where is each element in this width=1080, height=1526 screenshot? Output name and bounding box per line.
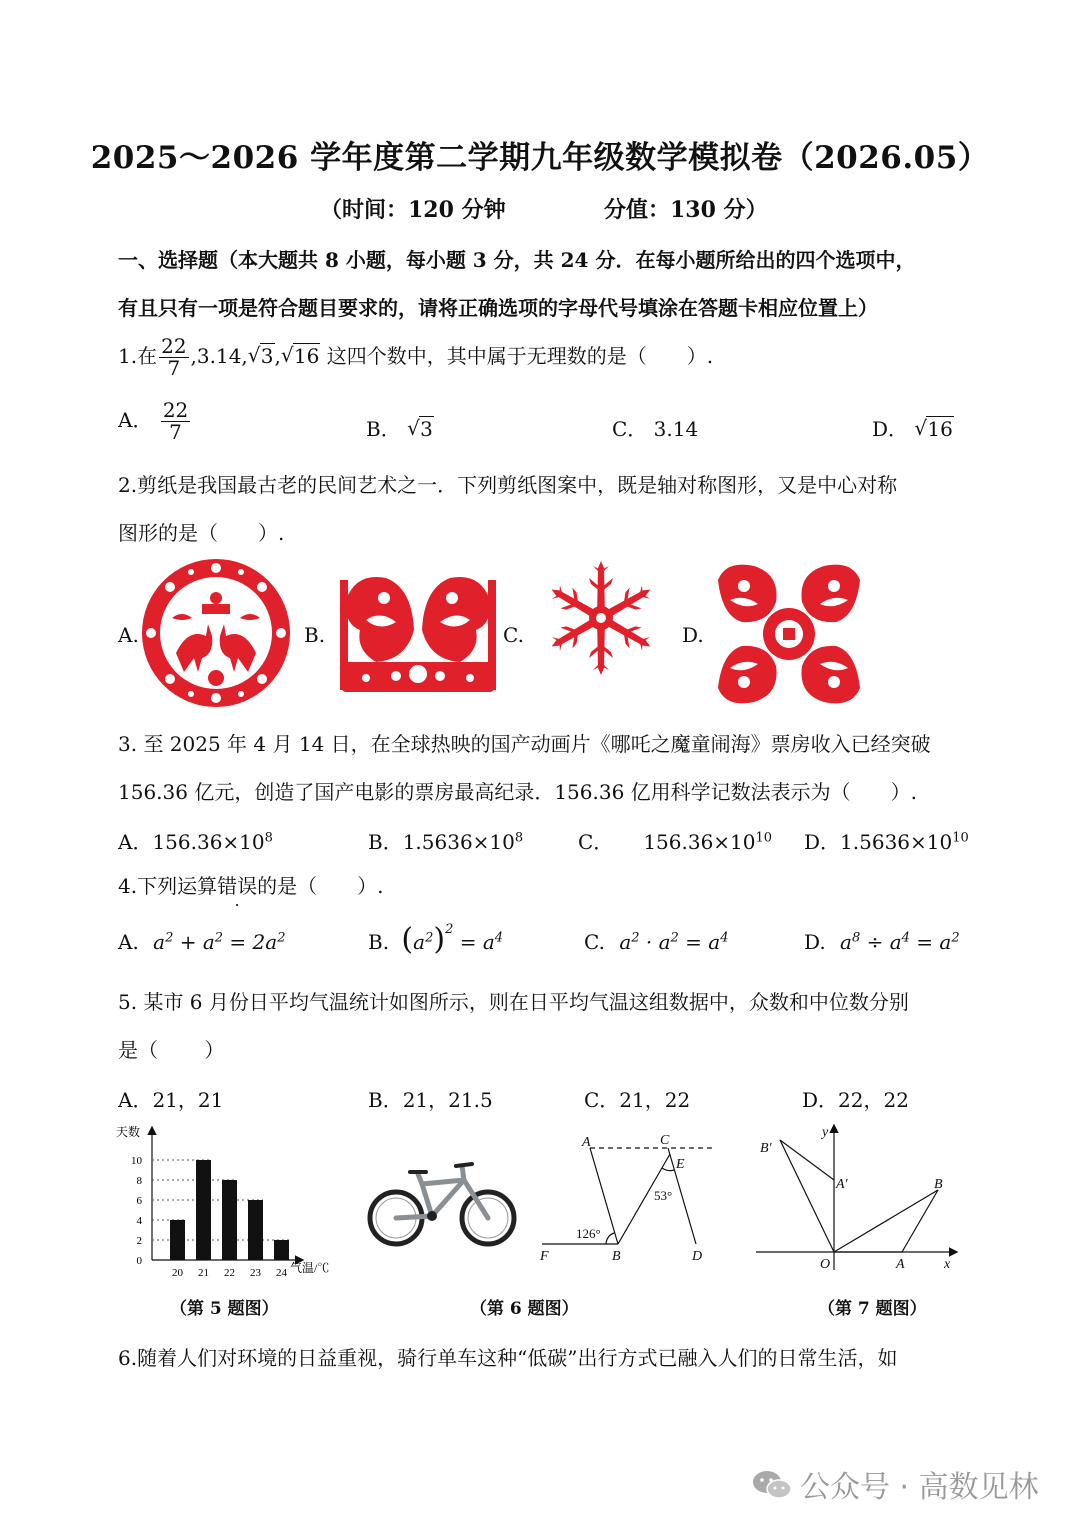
segment-ob-prime <box>780 1140 834 1252</box>
question-2-line2: 图形的是（ ）. <box>118 521 285 545</box>
q3-c-label: C． <box>578 830 614 854</box>
chart-x-label: 气温/℃ <box>290 1261 330 1275</box>
q1-d-label: D． <box>872 417 909 441</box>
caption-fig6: （第 6 题图） <box>470 1299 579 1319</box>
q3-a-exp: 8 <box>264 830 273 846</box>
papercut-snowflake <box>536 560 666 676</box>
q1-r1: 3 <box>260 344 274 368</box>
question-5-line1: 5. 某市 6 月份日平均气温统计如图所示，则在日平均气温这组数据中，众数和中位数分别 <box>118 990 909 1014</box>
figure-7-coordinate <box>752 1120 964 1276</box>
q3-b-base: B．1.5636×10 <box>368 830 515 854</box>
q4-option-a <box>118 930 285 954</box>
q3-option-a <box>118 826 273 855</box>
x-tick-label: 22 <box>224 1267 235 1279</box>
label-b-prime: B′ <box>760 1141 772 1156</box>
label-c: C <box>660 1133 670 1148</box>
q4-c-label: C. <box>584 930 605 954</box>
q4-d-expr: $a^8 \div a^4 = a^2$ <box>840 930 960 954</box>
q3-b-exp: 8 <box>514 830 524 846</box>
q1-option-d <box>872 413 954 442</box>
bar-21 <box>196 1160 211 1260</box>
q3-option-b <box>368 826 523 855</box>
q3-c-base: 156.36×10 <box>643 830 756 854</box>
caption-fig5: （第 5 题图） <box>170 1299 279 1319</box>
q2-option-a-label: A. <box>118 623 139 647</box>
q1-sqrt16 <box>281 344 320 368</box>
label-y: y <box>822 1125 829 1140</box>
q3-c-exp: 10 <box>755 830 773 846</box>
page-title: 2025～2026 学年度第二学期九年级数学模拟卷（2026.05） <box>90 140 990 176</box>
q3-a-base: A．156.36×10 <box>118 830 265 854</box>
q4-pre: 4.下列运算 <box>118 874 218 898</box>
q1-option-c: C． 3.14 <box>612 417 699 441</box>
q1-suffix: 这四个数中，其中属于无理数的是（ ）. <box>320 344 714 368</box>
question-5-line2: 是（ ） <box>118 1038 225 1062</box>
q1-option-a <box>118 400 192 443</box>
y-tick-label: 4 <box>136 1215 142 1227</box>
papercut-round-medallion <box>136 558 296 708</box>
q4-post: 的是（ ）. <box>257 874 384 898</box>
q4-option-c <box>584 930 729 954</box>
q4-option-b <box>368 922 503 957</box>
q2-option-b-label: B. <box>304 623 326 647</box>
q4-d-label: D. <box>804 930 826 954</box>
label-a-prime: A′ <box>836 1177 848 1192</box>
q1-b-rad: 3 <box>420 417 433 441</box>
x-tick-label: 20 <box>172 1267 183 1279</box>
label-b: B <box>934 1177 943 1192</box>
y-tick-label: 10 <box>131 1155 142 1167</box>
chart-y-label: 天数 <box>116 1125 141 1139</box>
wechat-icon <box>752 1468 792 1510</box>
angle-arc-53 <box>662 1168 674 1171</box>
figure-6-geometry <box>536 1128 720 1268</box>
q1-d-rad: 16 <box>927 417 953 441</box>
q4-a-expr: $a^2 + a^2 = 2a^2$ <box>153 930 286 954</box>
q4-b-expr: $(a^2)^2 = a^4$ <box>401 922 504 957</box>
q1-r2: 16 <box>293 344 320 368</box>
section-heading-line2: 有且只有一项是符合题目要求的，请将正确选项的字母代号填涂在答题卡相应位置上） <box>118 296 878 320</box>
label-x: x <box>944 1257 951 1272</box>
label-f: F <box>540 1249 549 1264</box>
y-tick-label: 2 <box>136 1235 142 1247</box>
q5-option-c: C．21，22 <box>584 1088 691 1112</box>
q1-prefix: 1.在 <box>118 344 158 368</box>
q1-frac-num: 22 <box>161 334 187 358</box>
q1-d-sqrt <box>914 417 953 441</box>
y-tick-label: 8 <box>136 1175 142 1187</box>
bar-24 <box>274 1240 289 1260</box>
section-heading-line1: 一、选择题（本大题共 8 小题，每小题 3 分，共 24 分．在每小题所给出的四个选项中， <box>118 248 916 272</box>
q4-b-label: B. <box>368 930 390 954</box>
q1-comma: , <box>274 344 281 368</box>
q1-option-b <box>366 413 434 442</box>
label-126deg: 126° <box>576 1226 601 1241</box>
x-tick-label: 24 <box>276 1267 287 1279</box>
caption-fig7: （第 7 题图） <box>818 1299 927 1319</box>
q5-option-b: B．21，21.5 <box>368 1088 493 1112</box>
question-4 <box>118 870 383 899</box>
label-e: E <box>676 1157 685 1172</box>
segment-b-prime-a-prime <box>780 1140 834 1180</box>
watermark-text: 公众号 · 高数见林 <box>800 1470 1039 1505</box>
question-3-line2: 156.36 亿元，创造了国产电影的票房最高纪录．156.36 亿用科学记数法表示为（ ）. <box>118 780 918 804</box>
x-tick-label: 23 <box>250 1267 261 1279</box>
exam-time: （时间：120 分钟 <box>320 197 506 223</box>
question-2-line1: 2.剪纸是我国最古老的民间艺术之一．下列剪纸图案中，既是轴对称图形，又是中心对称 <box>118 473 898 497</box>
bicycle-image <box>364 1156 520 1252</box>
papercut-four-fish <box>714 560 864 708</box>
label-o: O <box>820 1257 831 1272</box>
segment-ab <box>902 1190 938 1252</box>
bar-22 <box>222 1180 237 1260</box>
y-tick-label: 0 <box>136 1255 142 1267</box>
label-a: A <box>582 1135 591 1150</box>
q4-emphasis: 错误 <box>217 874 258 898</box>
bar-20 <box>170 1220 185 1260</box>
segment-ob <box>834 1190 938 1252</box>
label-b: B <box>612 1249 621 1264</box>
y-tick-label: 6 <box>136 1195 142 1207</box>
temperature-bar-chart <box>112 1120 348 1280</box>
q1-b-sqrt <box>407 417 434 441</box>
question-3-line1: 3. 至 2025 年 4 月 14 日，在全球热映的国产动画片《哪吒之魔童闹海》票房收入已经突破 <box>118 732 931 756</box>
question-6-line1: 6.随着人们对环境的日益重视，骑行单车这种“低碳”出行方式已融入人们的日常生活，如 <box>118 1346 898 1370</box>
q3-option-c <box>578 826 772 855</box>
watermark <box>752 1462 1039 1510</box>
q5-option-a: A．21，21 <box>118 1088 224 1112</box>
q2-option-d-label: D. <box>682 623 704 647</box>
q2-option-c-label: C. <box>503 623 524 647</box>
exam-score: 分值：130 分） <box>604 197 768 223</box>
q5-option-d: D．22，22 <box>802 1088 909 1112</box>
q3-d-base: D．1.5636×10 <box>804 830 953 854</box>
q3-option-d <box>804 826 969 855</box>
x-tick-label: 21 <box>198 1267 209 1279</box>
label-53deg: 53° <box>654 1188 673 1203</box>
q1-a-num: 22 <box>162 398 189 422</box>
q4-option-d <box>804 930 960 954</box>
q1-sqrt3 <box>248 344 275 368</box>
q1-a-label: A． <box>118 408 153 432</box>
question-1 <box>118 336 713 379</box>
q3-d-exp: 10 <box>952 830 969 846</box>
q1-frac-den: 7 <box>167 356 181 380</box>
q1-b-label: B． <box>366 417 401 441</box>
q4-a-label: A. <box>118 930 139 954</box>
q1-a-fraction <box>161 400 190 443</box>
q4-c-expr: $a^2 \cdot a^2 = a^4$ <box>619 930 729 954</box>
label-d: D <box>692 1249 703 1264</box>
label-a: A <box>896 1257 905 1272</box>
bar-23 <box>248 1200 263 1260</box>
q1-a-den: 7 <box>169 420 182 444</box>
q1-fraction <box>159 336 188 379</box>
angle-arc-126 <box>606 1233 614 1244</box>
papercut-fish <box>336 570 500 698</box>
q1-mid: ,3.14, <box>190 344 248 368</box>
